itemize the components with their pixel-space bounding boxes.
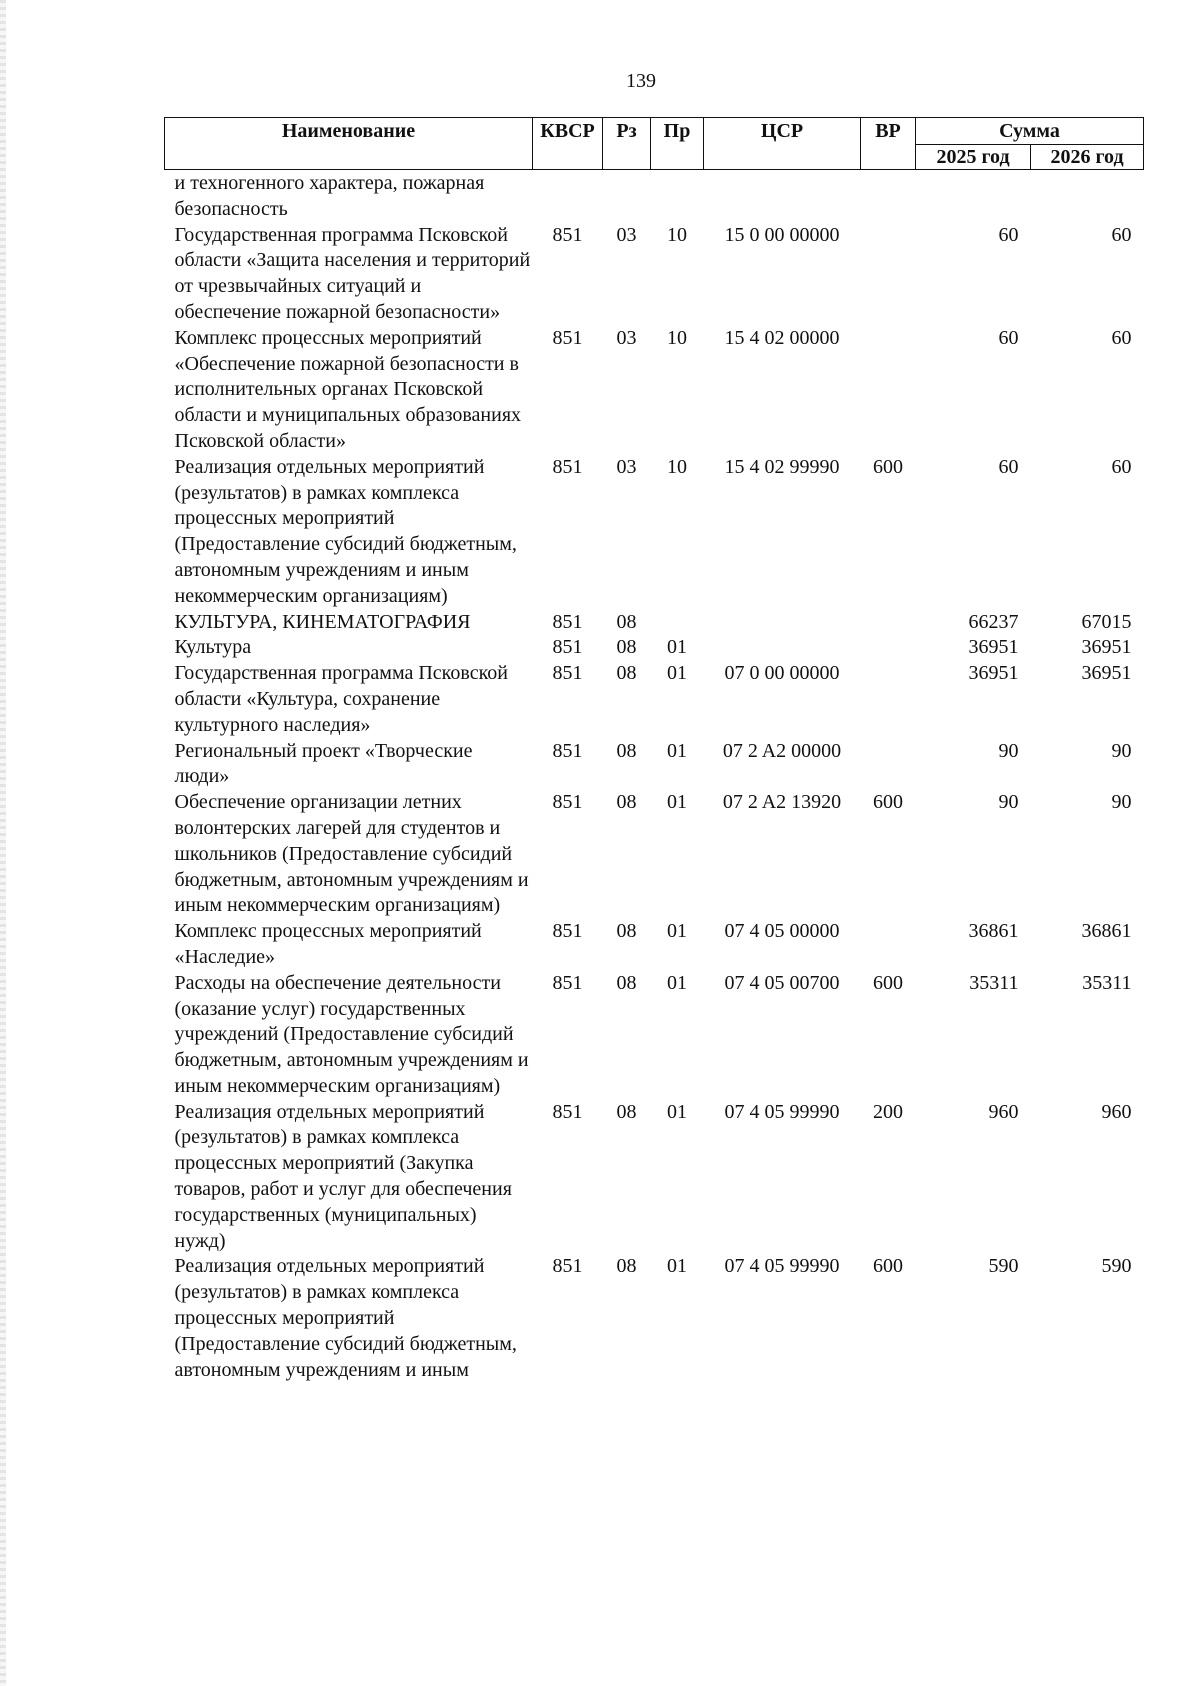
cell-rz: 08	[616, 610, 637, 633]
cell-name: и техногенного характера, пожарная безопасность	[174, 172, 485, 220]
cell-rz: 08	[616, 791, 637, 814]
cell-name: Культура	[174, 636, 252, 659]
cell-sum-2026: 960	[1101, 1100, 1132, 1123]
cell-pr: 10	[667, 326, 687, 349]
cell-name: Реализация отдельных мероприятий (результатов) в рамках комплекса процессных мероприятий (Предоставление субсидий бюджетным, автономным учреждениям и иным некоммерческим организациям)	[174, 455, 517, 607]
cell-sum-2025: 36951	[968, 636, 1019, 659]
cell-sum-2026: 35311	[1082, 971, 1132, 994]
table-header	[165, 118, 1144, 170]
header-kvsr: КВСР	[533, 118, 603, 170]
cell-sum-2025: 35311	[969, 971, 1019, 994]
cell-pr	[651, 170, 704, 223]
cell-csr: 07 2 A2 00000	[722, 739, 842, 762]
table-body	[165, 170, 1144, 1384]
cell-csr: 07 0 00 00000	[724, 662, 840, 685]
cell-rz	[603, 170, 651, 223]
cell-sum-2026: 60	[1111, 223, 1132, 246]
cell-name: Реализация отдельных мероприятий (результатов) в рамках комплекса процессных мероприятий (Предоставление субсидий бюджетным, автономным учреждениям и иным	[174, 1255, 517, 1381]
cell-pr: 01	[667, 971, 687, 994]
table-row	[165, 661, 1144, 738]
cell-vr	[861, 326, 916, 455]
cell-pr: 01	[667, 739, 687, 762]
header-pr: Пр	[651, 118, 704, 170]
table-row	[165, 455, 1144, 610]
cell-sum-2026: 67015	[1081, 610, 1132, 633]
cell-rz: 08	[616, 739, 637, 762]
cell-sum-2025: 590	[988, 1255, 1019, 1278]
cell-kvsr: 851	[552, 326, 583, 349]
cell-name: Комплекс процессных мероприятий «Обеспечение пожарной безопасности в исполнительных органах Псковской области и муниципальных образованиях Псковской области»	[174, 326, 522, 452]
scan-edge-artifact	[0, 0, 6, 1686]
cell-pr: 01	[667, 791, 687, 814]
cell-pr: 01	[667, 920, 687, 943]
cell-sum-2026: 36861	[1081, 920, 1132, 943]
table-row	[165, 1100, 1144, 1255]
cell-csr: 07 2 A2 13920	[722, 791, 842, 814]
cell-kvsr: 851	[552, 662, 583, 685]
cell-vr	[861, 170, 916, 223]
cell-sum-2025: 60	[998, 326, 1019, 349]
cell-kvsr: 851	[552, 1100, 583, 1123]
cell-csr	[704, 610, 861, 636]
header-year-2026: 2026 год	[1031, 145, 1144, 170]
cell-rz: 03	[616, 223, 637, 246]
cell-sum-2026	[1031, 170, 1144, 223]
cell-pr: 01	[667, 1255, 687, 1278]
header-name: Наименование	[165, 118, 533, 170]
cell-kvsr: 851	[552, 223, 583, 246]
cell-rz: 03	[616, 326, 637, 349]
page-number: 139	[626, 70, 656, 92]
cell-vr	[861, 919, 916, 971]
cell-pr: 01	[667, 1100, 687, 1123]
cell-rz: 08	[616, 920, 637, 943]
cell-sum-2026: 90	[1111, 791, 1132, 814]
cell-csr: 07 4 05 00000	[724, 920, 840, 943]
cell-vr	[861, 739, 916, 791]
cell-pr: 10	[667, 223, 687, 246]
cell-vr: 600	[873, 971, 903, 994]
cell-sum-2025: 60	[998, 455, 1019, 478]
cell-vr	[861, 223, 916, 326]
header-vr: ВР	[861, 118, 916, 170]
cell-kvsr: 851	[552, 791, 583, 814]
cell-sum-2026: 36951	[1081, 636, 1132, 659]
cell-pr	[651, 610, 704, 636]
page-number-container	[0, 70, 1200, 93]
cell-name: Государственная программа Псковской области «Защита населения и территорий от чрезвычайных ситуаций и обеспечение пожарной безопасности»	[174, 223, 531, 323]
cell-pr: 10	[667, 455, 687, 478]
cell-rz: 08	[616, 662, 637, 685]
table-row	[165, 223, 1144, 326]
header-sum: Сумма	[916, 118, 1144, 145]
cell-csr: 07 4 05 99990	[724, 1100, 840, 1123]
budget-table	[164, 117, 1144, 1383]
table-row	[165, 739, 1144, 791]
cell-sum-2025: 66237	[968, 610, 1019, 633]
cell-vr: 200	[873, 1100, 903, 1123]
cell-sum-2025: 36861	[968, 920, 1019, 943]
header-rz: Рз	[603, 118, 651, 170]
cell-kvsr: 851	[552, 610, 583, 633]
cell-kvsr: 851	[552, 739, 583, 762]
cell-csr: 15 4 02 99990	[724, 455, 840, 478]
cell-csr: 15 4 02 00000	[724, 326, 840, 349]
cell-rz: 08	[616, 971, 637, 994]
table-row	[165, 610, 1144, 636]
cell-sum-2025: 90	[998, 739, 1019, 762]
cell-sum-2026: 590	[1101, 1255, 1132, 1278]
cell-sum-2026: 60	[1111, 455, 1132, 478]
cell-pr: 01	[667, 662, 687, 685]
table-row	[165, 919, 1144, 971]
cell-kvsr: 851	[552, 636, 583, 659]
cell-sum-2026: 90	[1111, 739, 1132, 762]
header-year-2025: 2025 год	[916, 145, 1031, 170]
cell-vr	[861, 610, 916, 636]
table-row	[165, 635, 1144, 661]
table-row	[165, 790, 1144, 919]
cell-rz: 08	[616, 1255, 637, 1278]
table-row	[165, 326, 1144, 455]
cell-name: Государственная программа Псковской области «Культура, сохранение культурного наследия»	[174, 662, 508, 736]
cell-sum-2025: 960	[988, 1100, 1019, 1123]
cell-rz: 08	[616, 636, 637, 659]
cell-kvsr: 851	[552, 1255, 583, 1278]
cell-kvsr: 851	[552, 455, 583, 478]
cell-rz: 08	[616, 1100, 637, 1123]
cell-kvsr: 851	[552, 920, 583, 943]
cell-csr: 07 4 05 99990	[724, 1255, 840, 1278]
cell-name: Обеспечение организации летних волонтерских лагерей для студентов и школьников (Предоставление субсидий бюджетным, автономным учреждениям и иным некоммерческим организациям)	[174, 791, 529, 917]
header-csr: ЦСР	[704, 118, 861, 170]
cell-vr: 600	[873, 455, 903, 478]
cell-sum-2025	[916, 170, 1031, 223]
cell-kvsr: 851	[552, 971, 583, 994]
cell-csr	[704, 170, 861, 223]
table-row	[165, 1254, 1144, 1383]
cell-csr: 15 0 00 00000	[724, 223, 840, 246]
cell-name: Региональный проект «Творческие люди»	[174, 739, 473, 788]
cell-vr: 600	[873, 791, 903, 814]
cell-sum-2026: 36951	[1081, 662, 1132, 685]
cell-sum-2026: 60	[1111, 326, 1132, 349]
cell-kvsr	[533, 170, 603, 223]
table-row	[165, 971, 1144, 1100]
cell-csr: 07 4 05 00700	[724, 971, 840, 994]
cell-vr: 600	[873, 1255, 903, 1278]
cell-vr	[861, 635, 916, 661]
cell-name: КУЛЬТУРА, КИНЕМАТОГРАФИЯ	[174, 610, 471, 633]
cell-csr	[704, 635, 861, 661]
cell-pr: 01	[667, 636, 687, 659]
cell-sum-2025: 60	[998, 223, 1019, 246]
cell-name: Расходы на обеспечение деятельности (оказание услуг) государственных учреждений (Предоставление субсидий бюджетным, автономным учреждениям и иным некоммерческим организациям)	[174, 971, 529, 1097]
cell-name: Комплекс процессных мероприятий «Наследие»	[174, 920, 482, 968]
table-row	[165, 170, 1144, 223]
cell-sum-2025: 36951	[968, 662, 1019, 685]
cell-sum-2025: 90	[998, 791, 1019, 814]
cell-vr	[861, 661, 916, 738]
cell-name: Реализация отдельных мероприятий (результатов) в рамках комплекса процессных мероприятий (Закупка товаров, работ и услуг для обеспечения государственных (муниципальных) нужд)	[174, 1100, 512, 1252]
cell-rz: 03	[616, 455, 637, 478]
